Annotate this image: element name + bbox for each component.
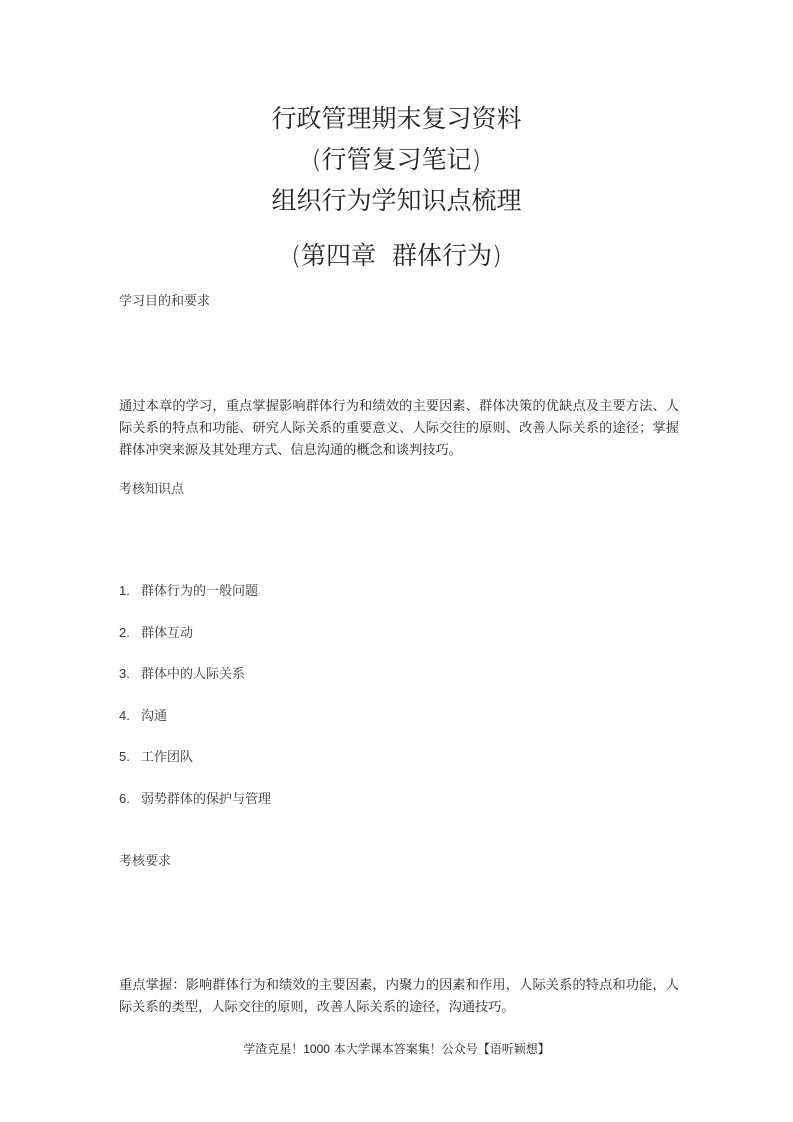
list-number: 3. [119, 666, 130, 681]
list-item [119, 665, 245, 684]
page-footer [0, 1041, 793, 1057]
list-text: 群体行为的一般问题 [141, 584, 259, 599]
list-number: 2. [119, 625, 130, 640]
list-item [119, 582, 258, 601]
list-text: 工作团队 [141, 750, 194, 765]
list-item [119, 624, 193, 643]
list-item [119, 707, 167, 726]
knowledge-points-heading: 考核知识点 [119, 482, 185, 497]
title-line-1: 行政管理期末复习资料 [271, 104, 522, 133]
list-item [119, 748, 193, 767]
chapter-title: (第四章 群体行为) [291, 241, 502, 270]
list-text: 群体中的人际关系 [141, 667, 246, 682]
list-number: 1. [119, 583, 130, 598]
list-item [119, 790, 271, 809]
list-number: 6. [119, 791, 130, 806]
footer-text-2: 本大学课本答案集！公众号【语听颖想】 [329, 1042, 550, 1056]
list-text: 沟通 [141, 709, 168, 724]
title-line-3: 组织行为学知识点梳理 [271, 186, 522, 215]
objectives-paragraph: 通过本章的学习，重点掌握影响群体行为和绩效的主要因素、群体决策的优缺点及主要方法、人际关系的特点和功能、研究人际关系的重要意义、人际交往的原则、改善人际关系的途径；掌握群体冲突来源及其处理方式、信息沟通的概念和谈判技巧。 [119, 399, 679, 458]
objectives-heading: 学习目的和要求 [119, 294, 211, 309]
requirements-paragraph: 重点掌握：影响群体行为和绩效的主要因素，内聚力的因素和作用，人际关系的特点和功能，人际关系的类型，人际交往的原则，改善人际关系的途径，沟通技巧。 [119, 978, 679, 1015]
title-line-2: (行管复习笔记) [311, 145, 482, 174]
list-text: 群体互动 [141, 626, 194, 641]
list-number: 4. [119, 708, 130, 723]
list-number: 5. [119, 749, 130, 764]
requirements-heading: 考核要求 [119, 854, 172, 869]
footer-number: 1000 [303, 1042, 330, 1056]
list-text: 弱势群体的保护与管理 [141, 792, 272, 807]
footer-text-1: 学渣克星！ [243, 1042, 304, 1056]
